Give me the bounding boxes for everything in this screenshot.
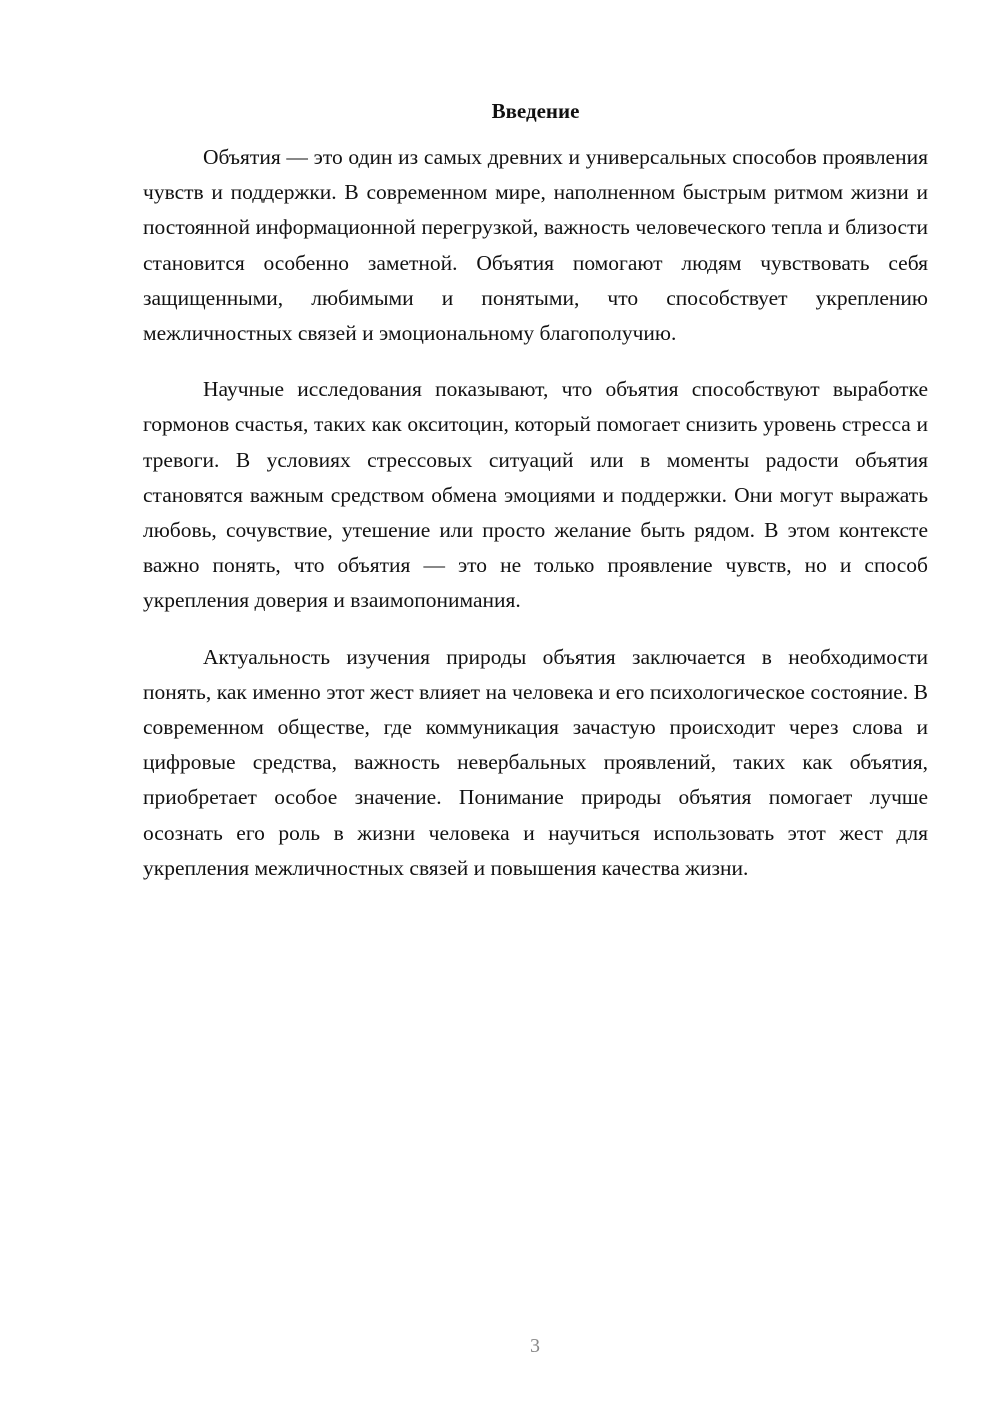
paragraph-1: Объятия — это один из самых древних и универсальных способов проявления чувств и поддержки. В современном мире, наполненном быстрым ритмом жизни и постоянной информационной перегрузкой, важность человеческого тепла и близости становится особенно заметной. Объятия помогают людям чувствовать себя защищенными, любимыми и понятыми, что способствует укреплению межличностных связей и эмоциональному благополучию. — [143, 145, 928, 346]
paragraph-2: Научные исследования показывают, что объятия способствуют выработке гормонов счастья, таких как окситоцин, который помогает снизить уровень стресса и тревоги. В условиях стрессовых ситуаций или в моменты радости объятия становятся важным средством обмена эмоциями и поддержки. Они могут выражать любовь, сочувствие, утешение или просто желание быть рядом. В этом контексте важно понять, что объятия — это не только проявление чувств, но и способ укрепления доверия и взаимопонимания. — [143, 377, 928, 613]
page-number: 3 — [530, 1335, 540, 1357]
page-content — [143, 96, 928, 907]
section-title: Введение — [491, 99, 580, 123]
paragraph-3: Актуальность изучения природы объятия заключается в необходимости понять, как именно этот жест влияет на человека и его психологическое состояние. В современном обществе, где коммуникация зачастую происходит через слова и цифровые средства, важность невербальных проявлений, таких как объятия, приобретает особое значение. Понимание природы объятия помогает лучше осознать его роль в жизни человека и научиться использовать этот жест для укрепления межличностных связей и повышения качества жизни. — [143, 644, 928, 880]
